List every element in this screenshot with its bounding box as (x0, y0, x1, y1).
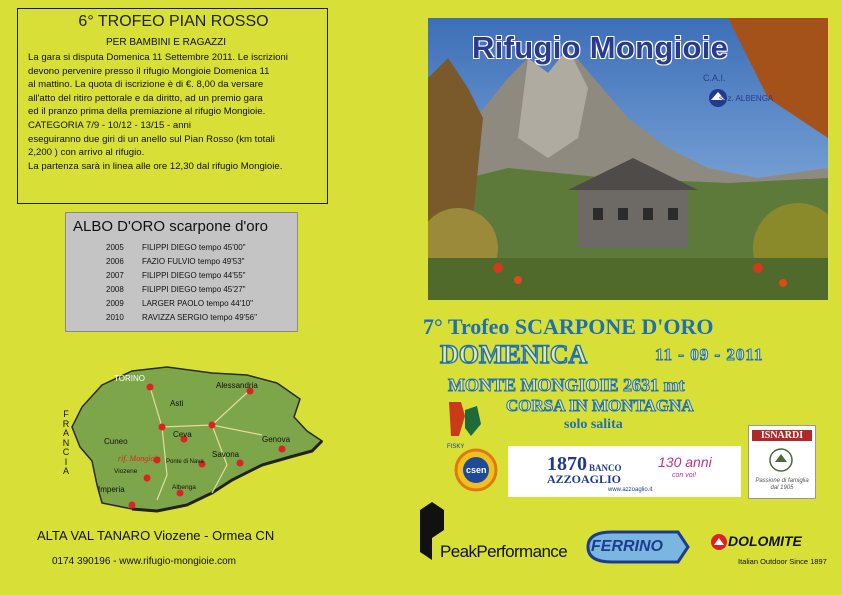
description-line: 2,200 ) con arrivo al rifugio. (28, 147, 145, 159)
ferrino-name: FERRINO (591, 538, 663, 555)
map-label-ponte: Ponte di Nava (166, 459, 204, 465)
event-date: 11 - 09 - 2011 (655, 345, 764, 364)
map-label-mongioie: rif. Mongioie (118, 454, 161, 463)
photo-window (593, 208, 603, 220)
map-label-alessandria: Alessandria (216, 381, 258, 390)
albo-row (106, 285, 246, 294)
albo-row (106, 313, 257, 322)
dolomite-icon (710, 533, 728, 551)
photo-apple (753, 263, 763, 273)
description-line: La partenza sarà in linea alle ore 12,30 dal rifugio Mongioie. (28, 160, 283, 172)
albo-winner: FILIPPI DIEGO tempo 45'27" (142, 285, 246, 294)
albo-winner: FILIPPI DIEGO tempo 45'00" (142, 243, 246, 252)
albo-year: 2006 (106, 257, 124, 266)
albo-year: 2007 (106, 271, 124, 280)
map-label-viozene: Viozene (114, 468, 138, 475)
map-dot (159, 424, 166, 431)
trofeo-prefix: 7° Trofeo (423, 314, 515, 339)
map-dot (129, 502, 136, 509)
map-label-asti: Asti (170, 399, 184, 408)
banco-azzoaglio-name (547, 455, 621, 485)
solo-salita-label: solo salita (564, 417, 623, 432)
csen-name: csen (466, 465, 487, 475)
csen-logo (454, 448, 498, 492)
sez-label: sez. ALBENGA (719, 94, 774, 103)
domenica-label: DOMENICA (440, 340, 588, 369)
map-label-francia (62, 410, 72, 477)
peak-performance-name: PeakPerformance (440, 542, 568, 561)
description-line: La gara si disputa Domenica 11 Settembre 2011. Le iscrizioni (28, 52, 288, 63)
event-subtitle: PER BAMBINI E RAGAZZI (106, 37, 227, 48)
description-line: ed il pranzo prima della premiazione al rifugio Mongioie. (28, 106, 266, 118)
albo-row (106, 257, 244, 266)
albo-winner: FAZIO FULVIO tempo 49'53" (142, 257, 245, 266)
event-info-box (17, 8, 328, 204)
isnardi-tagline: Passione di famiglia dal 1905 (755, 478, 809, 491)
contact-text: 0174 390196 - www.rifugio-mongioie.com (52, 556, 236, 567)
dolomite-name: DOLOMITE (728, 533, 802, 549)
dolomite-tagline: Italian Outdoor Since 1897 (738, 557, 827, 566)
monte-label: MONTE MONGIOIE 2631 mt (448, 375, 685, 395)
albo-row (106, 299, 253, 308)
map-label-ceva: Ceva (173, 430, 192, 439)
albo-year: 2009 (106, 299, 124, 308)
rifugio-title: Rifugio Mongioie (472, 30, 729, 65)
albo-year: 2010 (106, 313, 124, 322)
albo-doro-box (65, 212, 298, 332)
description-line: all'atto del ritiro pettorale e da diritto, ad un premio gara (28, 92, 263, 104)
map-label-albenga: Albenga (172, 484, 196, 491)
description-line: al mattino. La quota di iscrizione è di €. 8,00 da versare (28, 79, 264, 91)
banco-year: 1870 (547, 453, 587, 475)
event-description (28, 51, 323, 173)
albo-year: 2008 (106, 285, 124, 294)
photo-window (643, 208, 653, 220)
banco-130-anni: 130 anni (658, 454, 712, 470)
photo-ground (428, 258, 828, 300)
albo-year: 2005 (106, 243, 124, 252)
banco-url: www.azzoaglio.it (608, 487, 653, 493)
albo-winner: LARGER PAOLO tempo 44'10" (142, 299, 253, 308)
description-line: devono pervenire presso il rifugio Mongioie Domenica 11 (28, 65, 270, 77)
photo-apple (493, 263, 503, 273)
fisky-logo (441, 396, 499, 452)
photo-apple (514, 276, 522, 284)
isnardi-name: ISNARDI (752, 430, 812, 441)
trofeo-name: SCARPONE D'ORO (514, 314, 714, 339)
map-dot (147, 384, 154, 391)
banco-name-1: BANCO (589, 463, 622, 473)
map-label-cuneo: Cuneo (104, 437, 128, 446)
corsa-label: CORSA IN MONTAGNA (506, 396, 694, 415)
map-label-genova: Genova (262, 435, 291, 444)
banco-slogan: con voi! (672, 472, 697, 479)
map-dot (279, 446, 286, 453)
albo-winner: FILIPPI DIEGO tempo 44'55" (142, 271, 246, 280)
photo-window (668, 208, 678, 220)
description-line: CATEGORIA 7/9 - 10/12 - 13/15 - anni (28, 119, 191, 131)
banco-name-2: AZZOAGLIO (547, 472, 622, 486)
cai-label: C.A.I. (703, 73, 726, 83)
albo-winner: RAVIZZA SERGIO tempo 49'56'' (142, 313, 258, 322)
albo-row (106, 271, 246, 280)
map-dot (144, 475, 151, 482)
fisky-name: FISKY (447, 444, 465, 450)
map-dot (237, 460, 244, 467)
event-title: 6° TROFEO PIAN ROSSO (78, 13, 269, 30)
description-line: eseguiranno due giri di un anello sul Pian Rosso (km totali (28, 133, 275, 145)
photo-apple (779, 279, 787, 287)
map-label-imperia: Imperia (98, 485, 125, 494)
francia-letters: FRANCIA (62, 409, 70, 476)
region-map (62, 365, 328, 515)
map-label-savona: Savona (212, 450, 240, 459)
photo-window (618, 208, 628, 220)
isnardi-emblem-icon (768, 447, 794, 473)
albo-title: ALBO D'ORO scarpone d'oro (73, 218, 268, 235)
location-text: ALTA VAL TANARO Viozene - Ormea CN (37, 528, 275, 543)
albo-row (106, 243, 246, 252)
trofeo-heading (423, 314, 714, 340)
map-dot (209, 422, 216, 429)
map-label-torino: TORINO (114, 374, 145, 383)
